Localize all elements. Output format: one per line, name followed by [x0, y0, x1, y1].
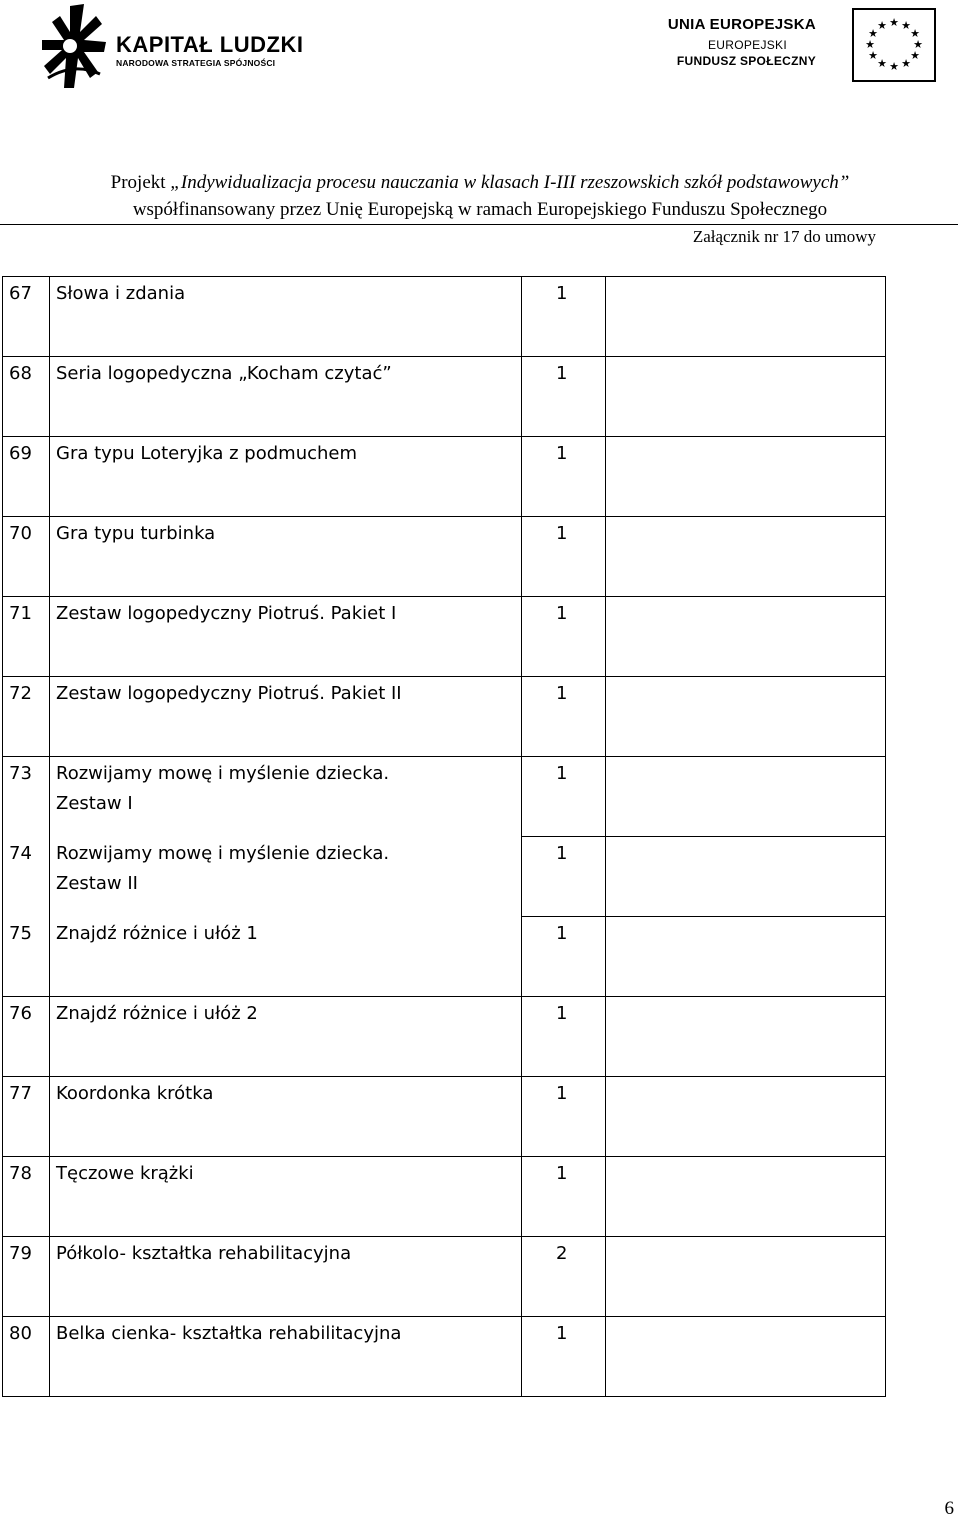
table-row: [3, 437, 886, 517]
item-number: 76: [3, 997, 50, 1077]
table-row: [3, 1237, 886, 1317]
table-row: [3, 1077, 886, 1157]
table-row: [3, 277, 886, 357]
item-empty-cell: [606, 677, 886, 757]
header-divider: [0, 224, 958, 225]
kapital-ludzki-emblem-icon: [40, 2, 114, 90]
item-name: Słowa i zdania: [50, 277, 522, 357]
item-name: Belka cienka- kształtka rehabilitacyjna: [50, 1317, 522, 1397]
item-number: 73: [3, 757, 50, 837]
table-row: [3, 757, 886, 837]
table-row: [3, 357, 886, 437]
svg-text:★: ★: [889, 60, 899, 73]
item-name: Tęczowe krążki: [50, 1157, 522, 1237]
ue-subtitle-2: FUNDUSZ SPOŁECZNY: [676, 54, 816, 68]
item-quantity: 1: [522, 677, 606, 757]
item-quantity: 1: [522, 1077, 606, 1157]
item-number: 77: [3, 1077, 50, 1157]
item-name: Gra typu Loteryjka z podmuchem: [50, 437, 522, 517]
table-row: [3, 1317, 886, 1397]
svg-text:★: ★: [910, 49, 920, 62]
item-number: 69: [3, 437, 50, 517]
item-empty-cell: [606, 997, 886, 1077]
svg-text:★: ★: [913, 38, 923, 51]
table-row: [3, 997, 886, 1077]
item-quantity: 1: [522, 1317, 606, 1397]
item-name: Gra typu turbinka: [50, 517, 522, 597]
svg-text:★: ★: [910, 27, 920, 40]
item-name: Znajdź różnice i ułóż 2: [50, 997, 522, 1077]
item-name: Znajdź różnice i ułóż 1: [50, 917, 522, 997]
table-row: [3, 677, 886, 757]
item-empty-cell: [606, 757, 886, 837]
item-name: Rozwijamy mowę i myślenie dziecka. Zestaw I: [50, 757, 522, 837]
item-name: Koordonka krótka: [50, 1077, 522, 1157]
svg-text:★: ★: [877, 57, 887, 70]
item-number: 75: [3, 917, 50, 997]
svg-text:★: ★: [889, 16, 899, 29]
item-quantity: 1: [522, 837, 606, 917]
item-empty-cell: [606, 597, 886, 677]
page-number: 6: [944, 1498, 954, 1519]
table-row: [3, 917, 886, 997]
item-number: 67: [3, 277, 50, 357]
item-empty-cell: [606, 1157, 886, 1237]
items-table: [2, 276, 886, 1397]
item-quantity: 1: [522, 437, 606, 517]
item-empty-cell: [606, 837, 886, 917]
ue-title: UNIA EUROPEJSKA: [667, 16, 816, 33]
item-name: Rozwijamy mowę i myślenie dziecka. Zestaw II: [50, 837, 522, 917]
item-quantity: 1: [522, 1157, 606, 1237]
table-row: [3, 517, 886, 597]
item-empty-cell: [606, 277, 886, 357]
item-quantity: 1: [522, 517, 606, 597]
item-number: 79: [3, 1237, 50, 1317]
item-empty-cell: [606, 437, 886, 517]
svg-text:★: ★: [868, 49, 878, 62]
item-empty-cell: [606, 517, 886, 597]
annex-label: Załącznik nr 17 do umowy: [692, 227, 876, 246]
ue-subtitle-1: EUROPEJSKI: [707, 38, 787, 52]
table-row: [3, 1157, 886, 1237]
item-quantity: 1: [522, 997, 606, 1077]
project-title: Projekt „Indywidualizacja procesu nauczania w klasach I-III rzeszowskich szkół podstawowych”: [110, 172, 850, 193]
kapital-ludzki-title: KAPITAŁ LUDZKI: [116, 32, 304, 57]
item-empty-cell: [606, 1317, 886, 1397]
item-quantity: 1: [522, 277, 606, 357]
item-name: Zestaw logopedyczny Piotruś. Pakiet II: [50, 677, 522, 757]
item-number: 70: [3, 517, 50, 597]
cofinancing-note: współfinansowany przez Unię Europejską w ramach Europejskiego Funduszu Społecznego: [132, 199, 828, 220]
item-empty-cell: [606, 357, 886, 437]
svg-text:★: ★: [901, 19, 911, 32]
item-quantity: 1: [522, 597, 606, 677]
item-number: 78: [3, 1157, 50, 1237]
kapital-ludzki-logo: [40, 2, 315, 90]
item-name: Seria logopedyczna „Kocham czytać”: [50, 357, 522, 437]
table-row: [3, 597, 886, 677]
svg-text:★: ★: [877, 19, 887, 32]
item-number: 68: [3, 357, 50, 437]
svg-text:★: ★: [865, 38, 875, 51]
item-name: Zestaw logopedyczny Piotruś. Pakiet I: [50, 597, 522, 677]
item-empty-cell: [606, 1237, 886, 1317]
item-quantity: 2: [522, 1237, 606, 1317]
item-number: 72: [3, 677, 50, 757]
item-number: 80: [3, 1317, 50, 1397]
item-number: 71: [3, 597, 50, 677]
svg-text:★: ★: [868, 27, 878, 40]
item-name: Półkolo- kształtka rehabilitacyjna: [50, 1237, 522, 1317]
eu-flag-icon: [852, 8, 936, 82]
item-empty-cell: [606, 1077, 886, 1157]
table-row: [3, 837, 886, 917]
unia-europejska-logo: [650, 8, 940, 84]
kapital-ludzki-subtitle: NARODOWA STRATEGIA SPÓJNOŚCI: [116, 58, 276, 68]
item-quantity: 1: [522, 757, 606, 837]
item-quantity: 1: [522, 917, 606, 997]
item-quantity: 1: [522, 357, 606, 437]
item-empty-cell: [606, 917, 886, 997]
item-number: 74: [3, 837, 50, 917]
svg-text:★: ★: [901, 57, 911, 70]
